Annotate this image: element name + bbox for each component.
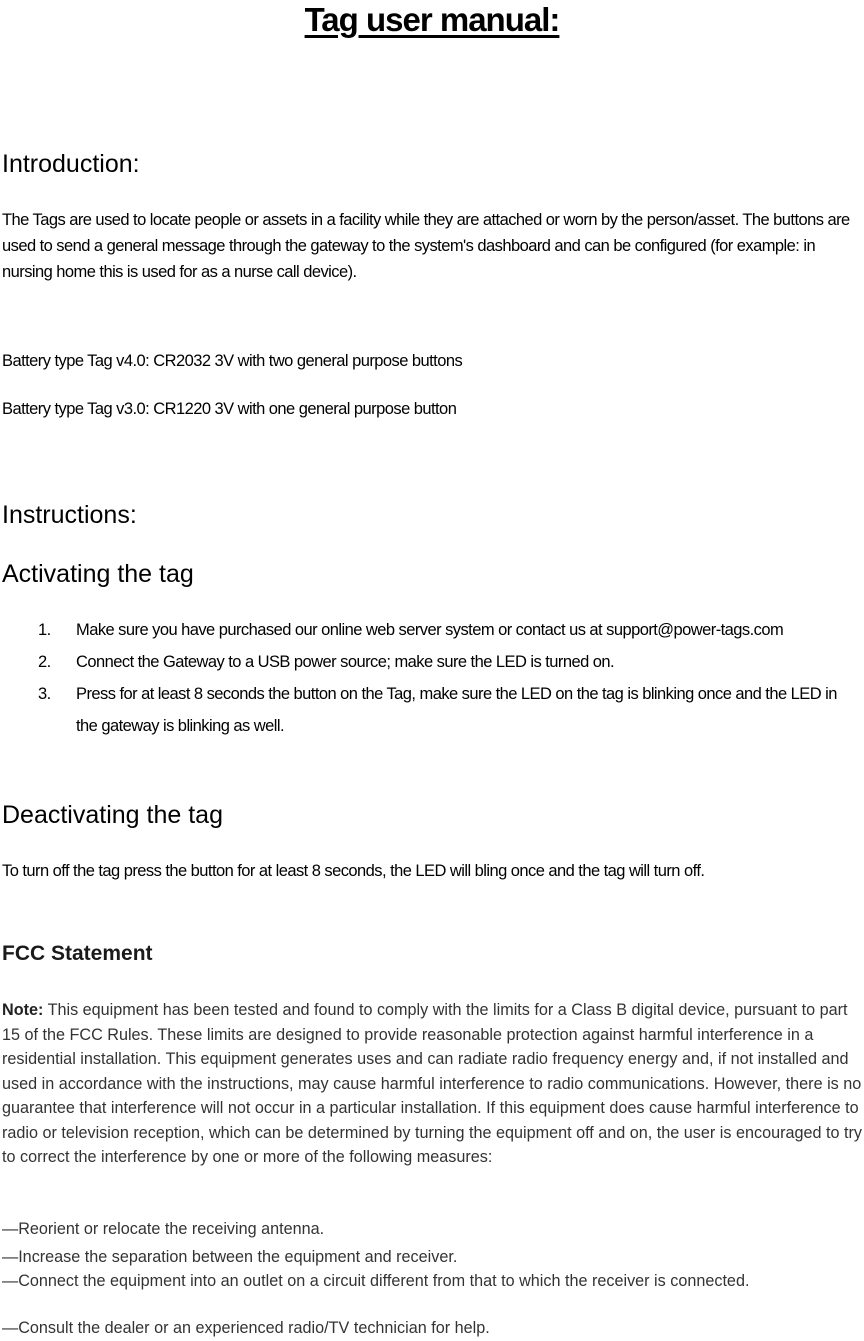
step-item	[38, 678, 858, 742]
battery-v3-line: Battery type Tag v3.0: CR1220 3V with one general purpose button	[2, 400, 457, 418]
fcc-measure-item: —Connect the equipment into an outlet on a circuit different from that to which the receiver is connected.	[2, 1272, 750, 1290]
fcc-measure-item: —Increase the separation between the equipment and receiver.	[2, 1248, 458, 1266]
fcc-note-paragraph	[2, 998, 864, 1170]
fcc-note-text: This equipment has been tested and found to comply with the limits for a Class B digital device, pursuant to part 15 of the FCC Rules. These limits are designed to provide reasonable protection against harmful interference in a residential installation. This equipment generates uses and can radiate radio frequency energy and, if not installed and used in accordance with the instructions, may cause harmful interference to radio communications. However, there is no guarantee that interference will not occur in a particular installation. If this equipment does cause harmful interference to radio or television reception, which can be determined by turning the equipment off and on, the user is encouraged to try to correct the interference by one or more of the following measures:	[2, 1001, 862, 1166]
introduction-heading: Introduction:	[2, 150, 140, 178]
step-number: 3.	[38, 685, 51, 703]
step-text: Connect the Gateway to a USB power source; make sure the LED is turned on.	[76, 653, 615, 671]
step-item	[38, 614, 858, 646]
instructions-heading: Instructions:	[2, 501, 137, 529]
deactivating-paragraph: To turn off the tag press the button for at least 8 seconds, the LED will bling once and the tag will turn off.	[2, 862, 705, 880]
introduction-paragraph: The Tags are used to locate people or assets in a facility while they are attached or worn by the person/asset. The buttons are used to send a general message through the gateway to the system's dashboard and can be configured (for example: in nursing home this is used for as a nurse call device).	[2, 211, 850, 281]
activating-heading: Activating the tag	[2, 560, 194, 588]
deactivating-heading: Deactivating the tag	[2, 801, 223, 829]
fcc-heading: FCC Statement	[2, 942, 153, 965]
step-number: 2.	[38, 653, 51, 671]
step-text: Press for at least 8 seconds the button on the Tag, make sure the LED on the tag is blinking once and the LED in the gateway is blinking as well.	[76, 685, 837, 735]
step-text: Make sure you have purchased our online web server system or contact us at support@power-tags.com	[76, 621, 784, 639]
activation-steps	[38, 614, 858, 742]
fcc-measure-item: —Reorient or relocate the receiving antenna.	[2, 1220, 325, 1238]
step-item	[38, 646, 858, 678]
fcc-measure-item: —Consult the dealer or an experienced radio/TV technician for help.	[2, 1319, 490, 1337]
document-title: Tag user manual:	[304, 1, 560, 38]
step-number: 1.	[38, 621, 51, 639]
fcc-note-label: Note:	[2, 1001, 44, 1019]
battery-v4-line: Battery type Tag v4.0: CR2032 3V with two general purpose buttons	[2, 352, 463, 370]
